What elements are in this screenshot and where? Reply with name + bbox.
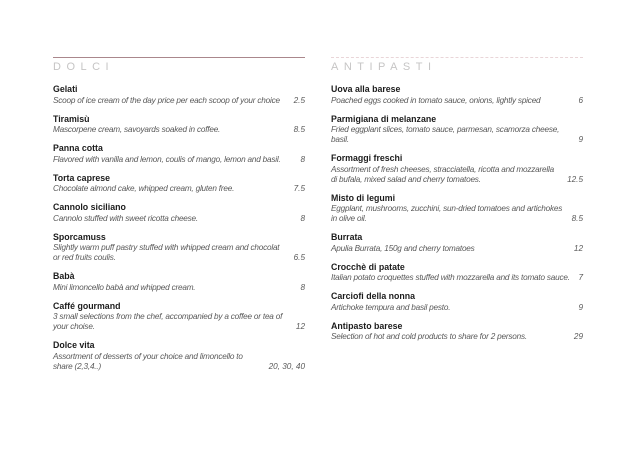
menu-item-row [53, 214, 305, 224]
menu-item-description: Eggplant, mushrooms, zucchini, sun-dried tomatoes and artichokes in olive oil. [331, 204, 563, 223]
menu-item-row [331, 332, 583, 342]
menu-item-row [331, 273, 583, 283]
menu-item-description: Artichoke tempura and basil pesto. [331, 302, 451, 312]
menu-item-price: 8 [300, 154, 305, 164]
section-rule-solid [53, 57, 305, 58]
menu-item-description: Cannolo stuffed with sweet ricotta cheese. [53, 213, 198, 223]
menu-item-name: Dolce vita [53, 340, 95, 350]
menu-item-name: Carciofi della nonna [331, 291, 416, 301]
menu-item-row [53, 125, 305, 135]
menu-item-name: Crocchè di patate [331, 261, 405, 272]
menu-item-price: 9 [578, 302, 583, 312]
menu-item-price: 20, 30, 40 [268, 361, 305, 371]
menu-item-name: Cannolo siciliano [53, 202, 126, 212]
menu-item-row [53, 243, 305, 263]
menu-item-name: Babà [53, 271, 75, 281]
menu-item [331, 232, 583, 254]
menu-item-price: 8 [300, 213, 305, 223]
menu-item [53, 84, 305, 106]
menu-item-row [53, 184, 305, 194]
menu-item-name: Burrata [331, 232, 363, 242]
menu-item-price: 2.5 [293, 95, 305, 105]
menu-item-name: Misto di legumi [331, 192, 396, 203]
menu-item-description: Apulia Burrata, 150g and cherry tomatoes [331, 243, 475, 253]
menu-item [53, 340, 305, 372]
menu-item-list-dolci [53, 84, 305, 372]
menu-item-name: Sporcamuss [53, 231, 106, 242]
menu-item-price: 8 [300, 282, 305, 292]
menu-item-row [331, 244, 583, 254]
menu-item [53, 301, 305, 333]
menu-item-description: Scoop of ice cream of the day price per each scoop of your choice [53, 95, 280, 105]
menu-item-price: 9 [578, 135, 583, 144]
menu-item-price: 8.5 [293, 125, 305, 134]
menu-item [53, 202, 305, 224]
menu-item-description: Italian potato croquettes stuffed with mozzarella and its tomato sauce. [331, 273, 570, 282]
menu-item [53, 173, 305, 195]
menu-item-price: 12.5 [567, 174, 583, 184]
menu-item [331, 84, 583, 106]
menu-item-name: Gelati [53, 84, 78, 94]
menu-item-name: Parmigiana di melanzane [331, 113, 437, 124]
section-rule-dashed [331, 57, 583, 58]
menu-item [53, 114, 305, 136]
menu-item [331, 153, 583, 185]
menu-item-name: Caffé gourmand [53, 300, 121, 311]
menu-item-name: Panna cotta [53, 143, 103, 153]
menu-item-row [53, 312, 305, 332]
menu-item-name: Uova alla barese [331, 84, 401, 94]
menu-item-description: Selection of hot and cold products to share for 2 persons. [331, 332, 527, 341]
menu-item-row [53, 283, 305, 293]
menu-item-row [53, 155, 305, 165]
menu-item [331, 114, 583, 146]
menu-item-row [53, 96, 305, 106]
menu-item-price: 12 [573, 243, 583, 253]
menu-item [53, 271, 305, 293]
menu-item [331, 193, 583, 225]
menu-item [331, 291, 583, 313]
menu-item [331, 321, 583, 343]
menu-item-row [331, 303, 583, 313]
menu-item-price: 8.5 [571, 214, 583, 223]
menu-item-description: Slightly warm puff pastry stuffed with whipped cream and chocolat or red fruits coulis. [53, 243, 280, 262]
menu-item [53, 143, 305, 165]
menu-item-description: Assortment of desserts of your choice and limoncello to share (2,3,4..) [53, 351, 243, 371]
menu-item-row [331, 96, 583, 106]
menu-item-description: Mini limoncello babà and whipped cream. [53, 282, 196, 292]
menu-item-price: 29 [573, 332, 583, 341]
menu-item-price: 6.5 [293, 253, 305, 262]
menu-item-name: Formaggi freschi [331, 153, 403, 163]
menu-item-row [53, 352, 305, 372]
section-antipasti [331, 57, 583, 452]
menu-item [53, 232, 305, 264]
menu-item-name: Antipasto barese [331, 320, 403, 331]
section-title-antipasti: ANTIPASTI [331, 61, 437, 73]
menu-item-price: 6 [578, 95, 583, 105]
menu-item-row [331, 165, 583, 185]
menu-item-description: Mascorpene cream, savoyards soaked in coffee. [53, 125, 221, 134]
menu-item-price: 7 [578, 273, 583, 282]
section-dolci [53, 57, 305, 452]
menu-item [331, 262, 583, 284]
menu-item-price: 12 [295, 322, 305, 331]
menu-item-list-antipasti [331, 84, 583, 342]
menu-item-description: Assortment of fresh cheeses, stracciatella, ricotta and mozzarella di bufala, mixed salad and cherry tomatoes. [331, 164, 554, 184]
menu-item-description: Chocolate almond cake, whipped cream, gluten free. [53, 184, 235, 193]
menu-item-price: 7.5 [293, 184, 305, 193]
menu-item-row [331, 204, 583, 224]
menu-item-description: Fried eggplant slices, tomato sauce, parmesan, scamorza cheese, basil. [331, 125, 560, 144]
menu-item-name: Torta caprese [53, 172, 111, 183]
menu-item-description: 3 small selections from the chef, accompanied by a coffee or tea of your choise. [53, 312, 283, 331]
section-title-dolci: DOLCI [53, 61, 115, 73]
menu-item-description: Poached eggs cooked in tomato sauce, onions, lightly spiced [331, 95, 541, 105]
menu-item-row [331, 125, 583, 145]
menu-item-description: Flavored with vanilla and lemon, coulis of mango, lemon and basil. [53, 154, 281, 164]
menu-item-name: Tiramisù [53, 113, 90, 124]
